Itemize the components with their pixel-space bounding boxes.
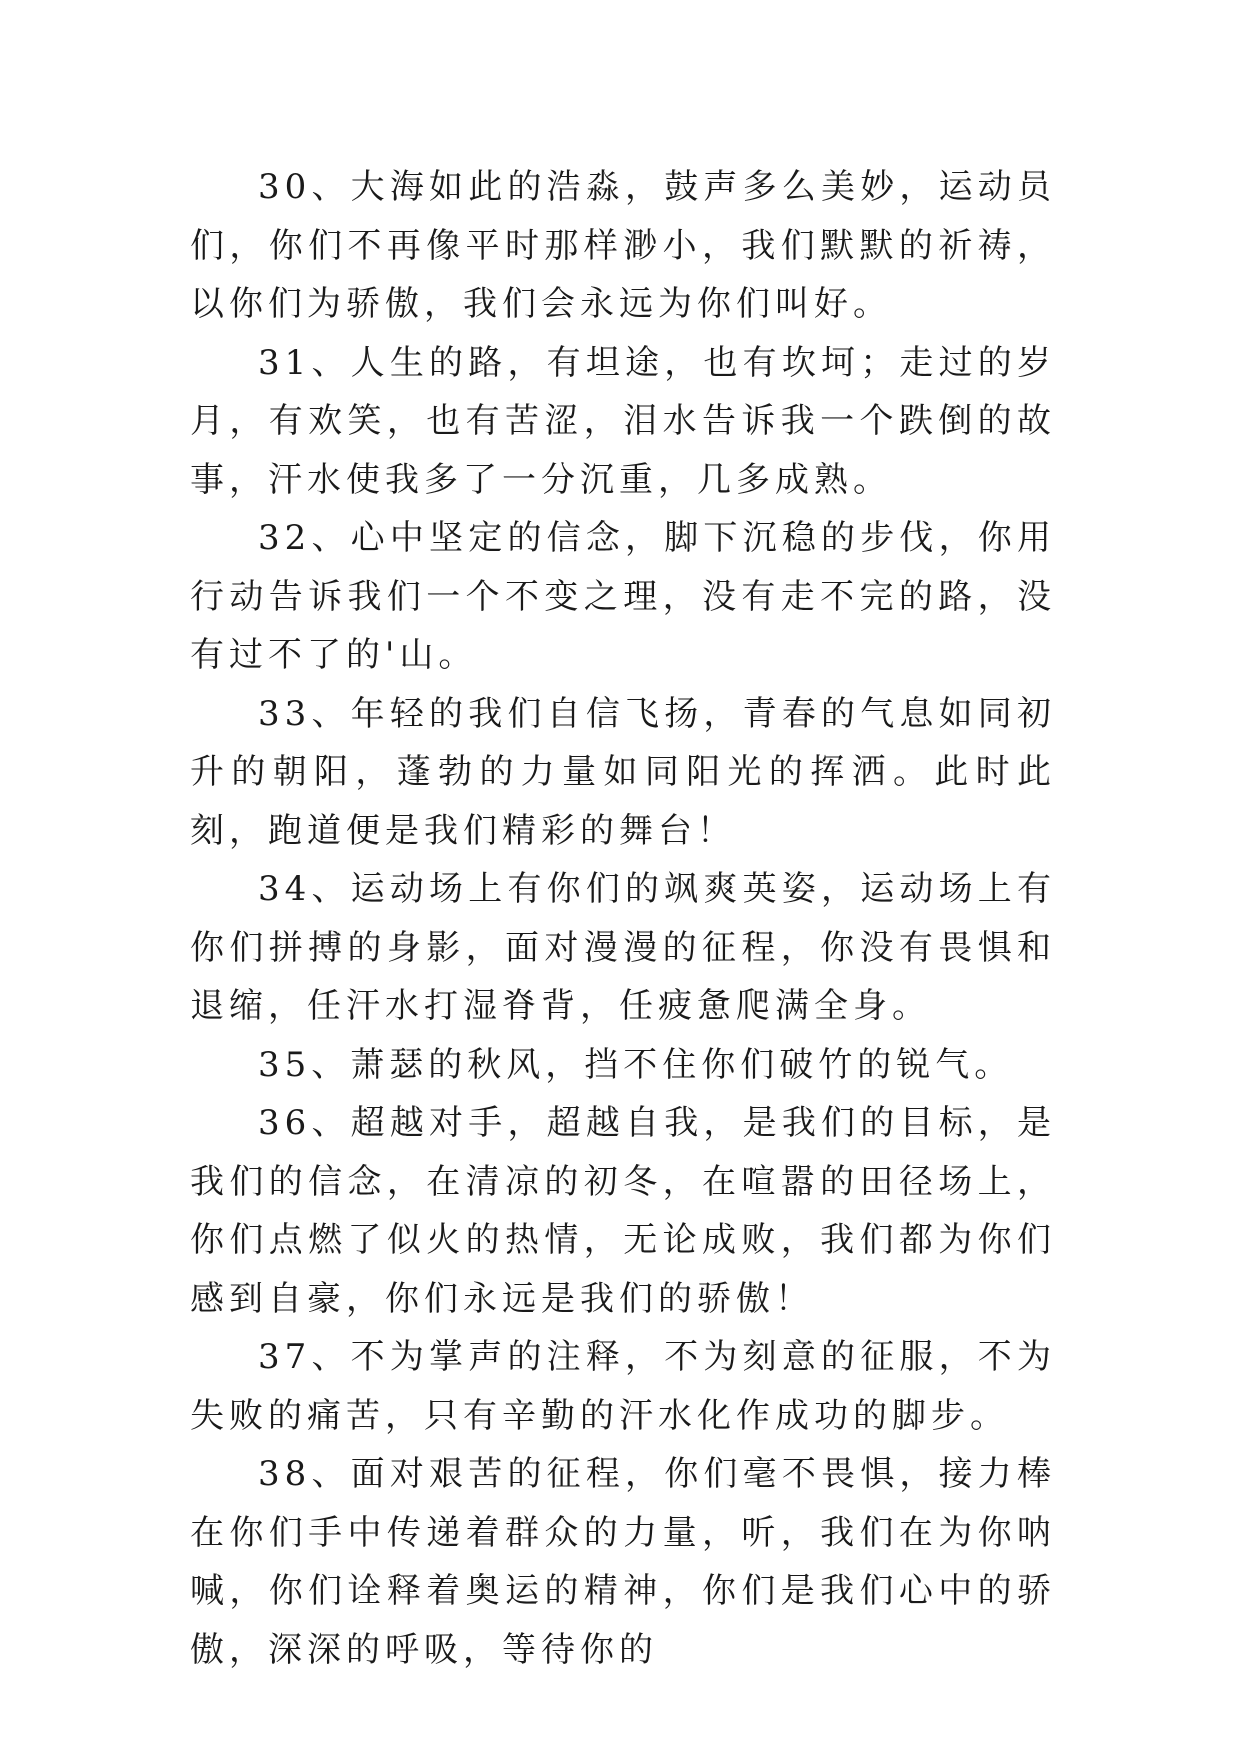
paragraph-38: 38、面对艰苦的征程，你们毫不畏惧，接力棒在你们手中传递着群众的力量，听，我们在为你呐喊，你们诠释着奥运的精神，你们是我们心中的骄傲，深深的呼吸，等待你的: [190, 1454, 1056, 1670]
paragraph-30: 30、大海如此的浩淼，鼓声多么美妙，运动员们，你们不再像平时那样渺小，我们默默的祈祷，以你们为骄傲，我们会永远为你们叫好。: [190, 167, 1056, 324]
paragraph-34: 34、运动场上有你们的飒爽英姿，运动场上有你们拼搏的身影，面对漫漫的征程，你没有畏惧和退缩，任汗水打湿脊背，任疲惫爬满全身。: [190, 869, 1056, 1026]
paragraph-37: 37、不为掌声的注释，不为刻意的征服，不为失败的痛苦，只有辛勤的汗水化作成功的脚步。: [190, 1337, 1056, 1436]
document-body: [190, 158, 1056, 1679]
paragraph-31: 31、人生的路，有坦途，也有坎坷；走过的岁月，有欢笑，也有苦涩，泪水告诉我一个跌倒的故事，汗水使我多了一分沉重，几多成熟。: [190, 342, 1056, 500]
paragraph-33: 33、年轻的我们自信飞扬，青春的气息如同初升的朝阳，蓬勃的力量如同阳光的挥洒。此时此刻，跑道便是我们精彩的舞台！: [190, 693, 1056, 851]
paragraph-36: 36、超越对手，超越自我，是我们的目标，是我们的信念，在清凉的初冬，在喧嚣的田径场上，你们点燃了似火的热情，无论成败，我们都为你们感到自豪，你们永远是我们的骄傲！: [190, 1103, 1056, 1319]
paragraph-35: 35、萧瑟的秋风，挡不住你们破竹的锐气。: [258, 1044, 1014, 1085]
paragraph-32: 32、心中坚定的信念，脚下沉稳的步伐，你用行动告诉我们一个不变之理，没有走不完的路，没有过不了的'山。: [190, 518, 1056, 675]
